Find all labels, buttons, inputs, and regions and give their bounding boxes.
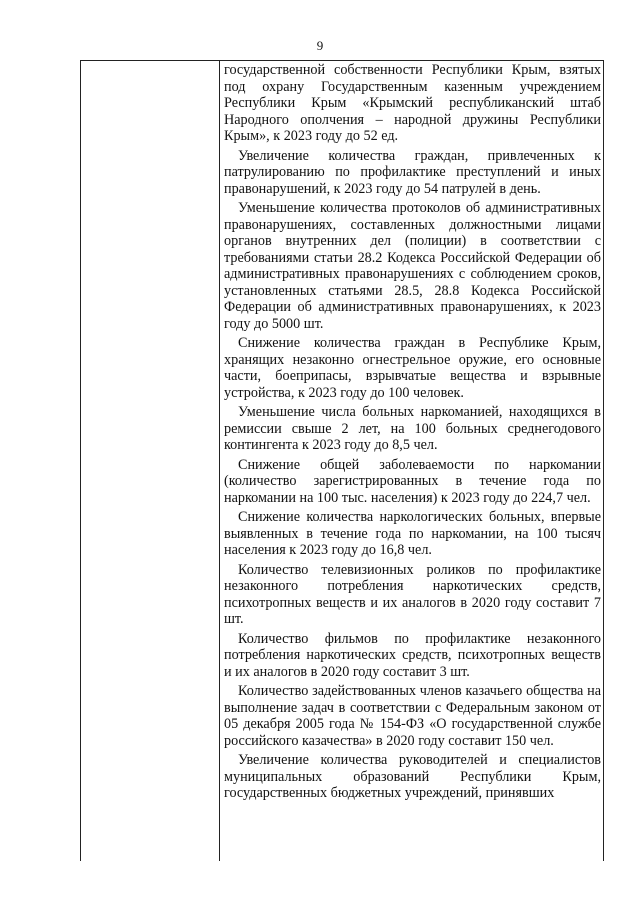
paragraph-cossacks: Количество задействованных членов казачьего общества на выполнение задач в соответствии с Федеральным законом от 05 декабря 2005 года № 154-ФЗ «О государственной службе российского казачества» в 2020 году составит 150 чел.: [224, 683, 601, 749]
paragraph-protected-objects: государственной собственности Республики Крым, взятых под охрану Государственным казенным учреждением Республики Крым «Крымский республиканский штаб Народного ополчения – народной дружины Республики Крым», к 2023 году до 52 ед.: [224, 62, 601, 144]
paragraph-tv-spots: Количество телевизионных роликов по профилактике незаконного потребления наркотических средств, психотропных веществ и их аналогов в 2020 году составит 7 шт.: [224, 561, 601, 627]
table-content-cell: [224, 62, 601, 805]
paragraph-remission: Уменьшение числа больных наркоманией, находящихся в ремиссии свыше 2 лет, на 100 больных среднегодового контингента к 2023 году до 8,5 чел.: [224, 404, 601, 453]
column-divider: [219, 61, 220, 861]
page-number: 9: [316, 38, 324, 53]
paragraph-protocols: Уменьшение количества протоколов об административных правонарушениях, составленных должностными лицами органов внутренних дел (полиции) в соответствии с требованиями статьи 28.2 Кодекса Российской Федерации об административных правонарушениях с соблюдением сроков, установленных статьями 28.5, 28.8 Кодекса Российской Федерации об административных правонарушениях, к 2023 году до 5000 шт.: [224, 200, 601, 332]
paragraph-firearms: Снижение количества граждан в Республике Крым, хранящих незаконно огнестрельное оружие, его основные части, боеприпасы, взрывчатые вещества и взрывные устройства, к 2023 году до 100 человек.: [224, 335, 601, 401]
paragraph-films: Количество фильмов по профилактике незаконного потребления наркотических средств, психотропных веществ и их аналогов в 2020 году составит 3 шт.: [224, 630, 601, 680]
paragraph-new-patients: Снижение количества наркологических больных, впервые выявленных в течение года по наркомании, на 100 тысяч населения к 2023 году до 16,8 чел.: [224, 509, 601, 558]
document-table: [80, 60, 604, 861]
paragraph-patrols: Увеличение количества граждан, привлеченных к патрулированию по профилактике преступлений и иных правонарушений, к 2023 году до 54 патрулей в день.: [224, 147, 601, 197]
paragraph-managers: Увеличение количества руководителей и специалистов муниципальных образований Республики Крым, государственных бюджетных учреждений, принявших: [224, 752, 601, 801]
paragraph-incidence: Снижение общей заболеваемости по наркомании (количество зарегистрированных в течение года по наркомании на 100 тыс. населения) к 2023 году до 224,7 чел.: [224, 456, 601, 506]
